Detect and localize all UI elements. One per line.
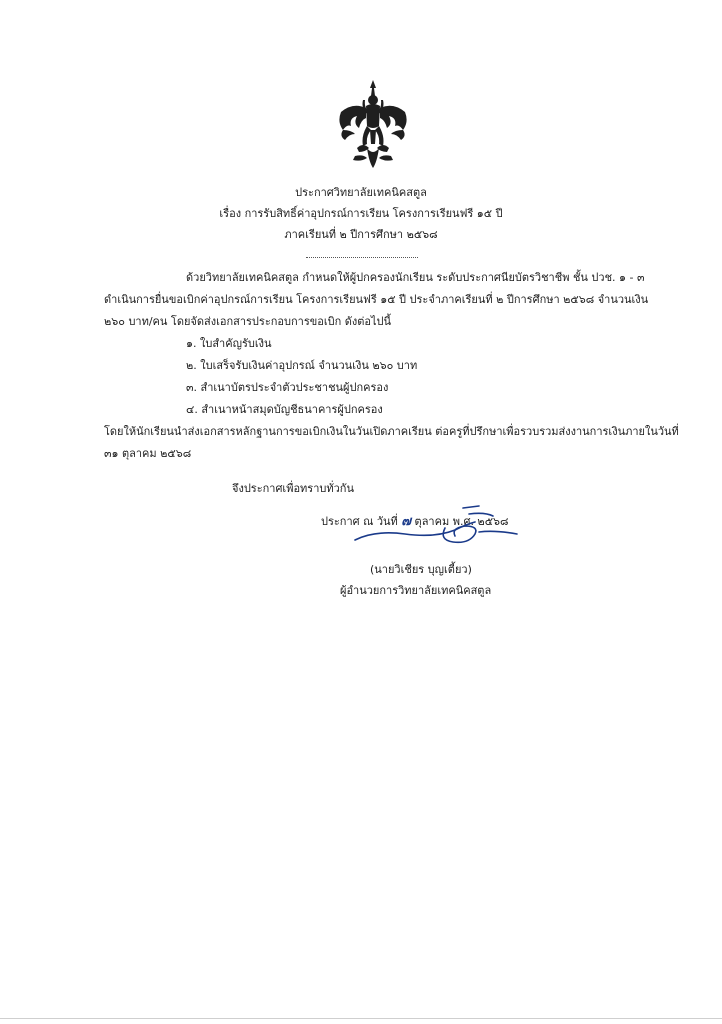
paragraph-1-line-2: ดำเนินการยื่นขอเบิกค่าอุปกรณ์การเรียน โครงการเรียนฟรี ๑๕ ปี ประจำภาคเรียนที่ ๒ ปีการศึกษา ๒๕๖๘ จำนวนเงิน — [104, 293, 649, 306]
signer-position: ผู้อำนวยการวิทยาลัยเทคนิคสตูล — [340, 584, 492, 597]
signer-name: (นายวิเชียร บุญเตี้ยว) — [370, 563, 472, 576]
page-edge-line — [0, 1018, 722, 1019]
date-prefix: ประกาศ ณ วันที่ — [321, 515, 398, 528]
closing-announce: จึงประกาศเพื่อทราบทั่วกัน — [232, 482, 354, 495]
paragraph-1-line-1: ด้วยวิทยาลัยเทคนิคสตูล กำหนดให้ผู้ปกครองนักเรียน ระดับประกาศนียบัตรวิชาชีพ ชั้น ปวช. ๑ - ๓ — [186, 271, 645, 284]
date-day: ๗ — [401, 514, 412, 529]
list-item: ๓. สำเนาบัตรประจำตัวประชาชนผู้ปกครอง — [186, 381, 389, 394]
announcement-subject: เรื่อง การรับสิทธิ์ค่าอุปกรณ์การเรียน โครงการเรียนฟรี ๑๕ ปี — [219, 207, 503, 220]
paragraph-1-line-3: ๒๖๐ บาท/คน โดยจัดส่งเอกสารประกอบการขอเบิก ดังต่อไปนี้ — [104, 315, 392, 328]
date-suffix: ตุลาคม พ.ศ. ๒๕๖๘ — [414, 515, 509, 528]
paragraph-2-line-1: โดยให้นักเรียนนำส่งเอกสารหลักฐานการขอเบิกเงินในวันเปิดภาคเรียน ต่อครูที่ปรึกษาเพื่อรวบรวมส่งงานการเงินภายในวันที่ — [104, 425, 679, 438]
paragraph-2-line-2: ๓๑ ตุลาคม ๒๕๖๘ — [104, 447, 192, 460]
list-item: ๒. ใบเสร็จรับเงินค่าอุปกรณ์ จำนวนเงิน ๒๖๐ บาท — [186, 359, 418, 372]
list-item: ๔. สำเนาหน้าสมุดบัญชีธนาคารผู้ปกครอง — [186, 403, 383, 416]
list-item: ๑. ใบสำคัญรับเงิน — [186, 337, 272, 350]
announcement-title: ประกาศวิทยาลัยเทคนิคสตูล — [295, 186, 427, 199]
announcement-term: ภาคเรียนที่ ๒ ปีการศึกษา ๒๕๖๘ — [284, 228, 438, 241]
dotted-divider — [306, 257, 418, 258]
garuda-emblem — [333, 78, 413, 172]
signature — [345, 500, 525, 555]
